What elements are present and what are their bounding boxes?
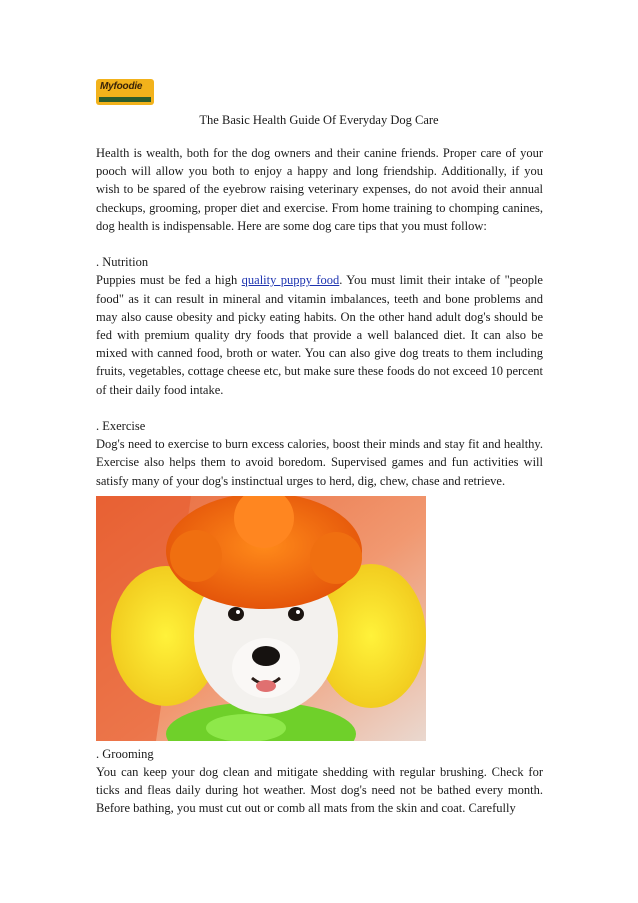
exercise-heading: . Exercise — [96, 419, 146, 434]
logo-strip — [99, 97, 151, 102]
document-title: The Basic Health Guide Of Everyday Dog Care — [199, 113, 439, 127]
nutrition-text-before: Puppies must be fed a high — [96, 273, 242, 288]
logo-text: Myfoodie — [100, 81, 143, 92]
grooming-paragraph: You can keep your dog clean and mitigate shedding with regular brushing. Check for ticks and fleas daily during hot weather. Most dog's need not be bathed every month. Before bathing, you must cut out or comb all mats from the skin and coat. Carefully — [96, 765, 543, 816]
document-body — [96, 144, 543, 818]
grooming-heading: . Grooming — [96, 746, 154, 761]
nutrition-paragraph — [96, 271, 543, 398]
nutrition-heading: . Nutrition — [96, 255, 149, 270]
intro-paragraph: Health is wealth, both for the dog owners and their canine friends. Proper care of your pooch will allow you both to enjoy a happy and long friendship. Additionally, if you wish to be spared of the eyebrow raising veterinary expenses, do not avoid their annual checkups, grooming, proper diet and exercise. From home training to chomping canines, dog health is indispensable. Here are some dog care tips that you must follow: — [96, 146, 543, 233]
exercise-paragraph: Dog's need to exercise to burn excess calories, boost their minds and stay fit and healthy. Exercise also helps them to avoid boredom. Supervised games and fun activities will satisfy many of your dog's instinctual urges to herd, dig, chew, chase and retrieve. — [96, 437, 543, 488]
dyed-poodle-photo — [96, 496, 426, 741]
nutrition-text-after: . You must limit their intake of "people food" as it can result in mineral and vitamin imbalances, teeth and bone problems and may also cause obesity and picky eating habits. On the other hand adult dog's should be fed with premium quality dry foods that provide a well balanced diet. It can also be mixed with canned food, broth or water. You can also give dog treats to them including fruits, vegetables, cottage cheese etc, but make sure these foods do not exceed 10 percent of their daily food intake. — [96, 273, 543, 397]
myfoodie-logo — [96, 79, 154, 105]
spacer — [96, 399, 543, 417]
spacer — [96, 235, 543, 253]
quality-puppy-food-link[interactable]: quality puppy food — [241, 273, 340, 288]
